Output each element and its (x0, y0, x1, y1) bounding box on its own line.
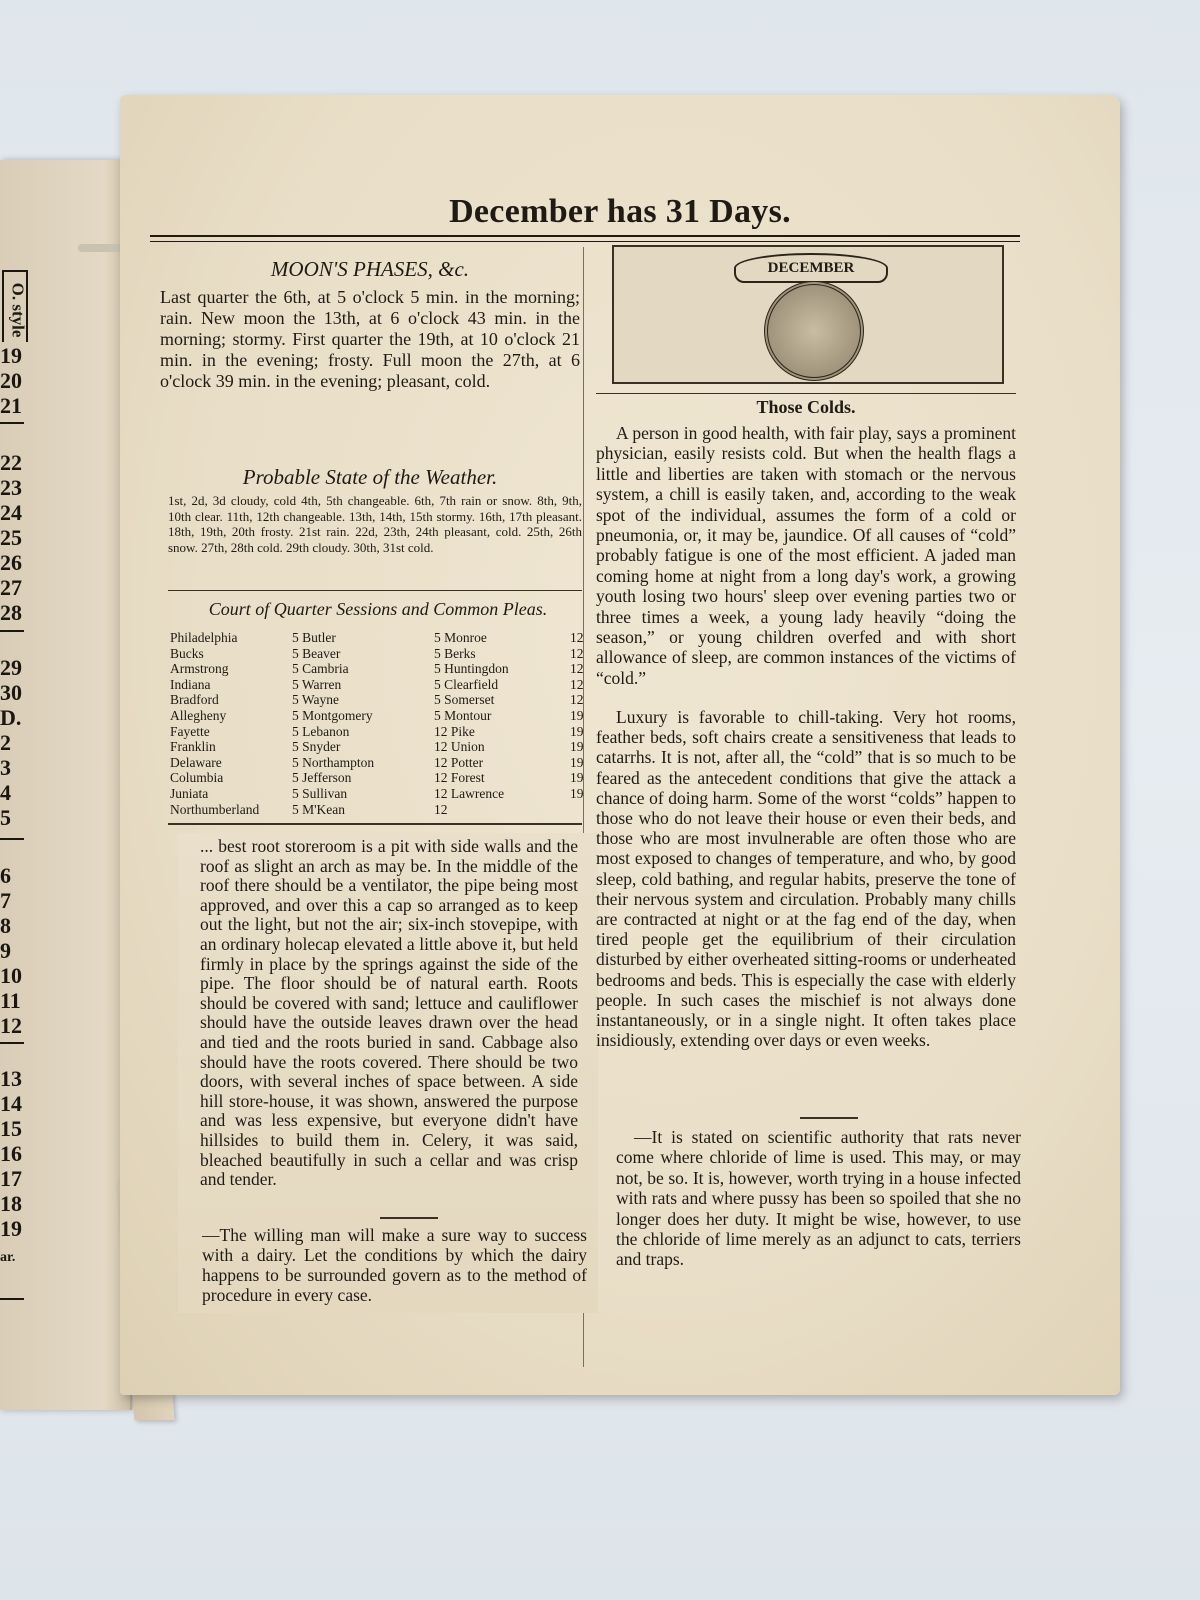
page-title: December has 31 Days. (449, 193, 791, 230)
court-entry: Bucks (170, 645, 204, 661)
day-number: 22 (0, 450, 22, 475)
section-rule (168, 823, 582, 825)
court-entry: 5 Northampton (292, 754, 375, 770)
moon-phases-header: MOON'S PHASES, &c. (270, 257, 470, 281)
day-number: 18 (0, 1191, 22, 1216)
day-number: 28 (0, 600, 22, 625)
court-entry: 5 Warren (292, 676, 342, 692)
court-entry: Northumberland (170, 801, 260, 817)
court-entry: 5 M'Kean (292, 801, 346, 817)
court-entry: 12 (570, 630, 584, 645)
courts-header: Court of Quarter Sessions and Common Pleas. (208, 599, 548, 619)
court-entry: 19 (570, 754, 584, 770)
day-number: 20 (0, 368, 22, 393)
court-entry: 12 (570, 692, 584, 708)
colds-header: Those Colds. (756, 397, 856, 417)
court-entry: Indiana (170, 676, 211, 692)
court-entry: 5 Berks (434, 645, 476, 661)
day-number: 8 (0, 913, 11, 938)
court-entry: 12 Forest (434, 770, 485, 786)
article-separator (380, 1217, 438, 1219)
week-rule (0, 422, 24, 424)
week-rule (0, 1042, 24, 1044)
day-number: 16 (0, 1141, 22, 1166)
court-entry: 5 Lebanon (292, 723, 350, 739)
almanac-page (120, 95, 1120, 1395)
court-entry: 5 Huntingdon (434, 661, 509, 677)
left-page-footer: ar. (0, 1250, 16, 1265)
court-entry: 19 (570, 770, 584, 786)
week-rule (0, 1298, 24, 1300)
court-entry: Armstrong (170, 661, 229, 677)
court-entry: Fayette (170, 723, 210, 739)
day-number: 2 (0, 730, 11, 755)
courts-col-counties-1 (170, 630, 259, 817)
previous-page-edge (0, 160, 132, 1410)
court-entry: 5 Snyder (292, 739, 341, 755)
court-entry: 12 Pike (434, 723, 475, 739)
day-number: 17 (0, 1166, 22, 1191)
court-entry: Franklin (170, 739, 216, 755)
day-number: 15 (0, 1116, 22, 1141)
day-number: 30 (0, 680, 22, 705)
day-number: 29 (0, 655, 22, 680)
court-entry: 12 Lawrence (434, 785, 505, 801)
courts-col-counties-2 (292, 630, 374, 817)
day-number: 7 (0, 888, 11, 913)
courts-table (170, 630, 590, 825)
court-entry: Allegheny (170, 707, 227, 723)
court-entry: 5 Montgomery (292, 707, 373, 723)
day-number: 25 (0, 525, 22, 550)
week-rule (0, 630, 24, 632)
court-entry: 5 Montour (434, 707, 492, 723)
colds-paragraph-2: Luxury is favorable to chill-taking. Very hot rooms, feather beds, soft chairs create a sensitiveness that leads to catarrhs. It is not, after all, the “cold” that is so much to be feared as the antecedent conditions that give the attack a chance of doing harm. Some of the worst “colds” happen to those who do not leave their house or even their beds, and those who are most invulnerable are often those who are most exposed to changes of temperature, and who, by good sleep, cold bathing, and regular habits, preserve the tone of their nervous system and circulation. Probably many chills are contracted at night or at the fag end of the day, when tired people get the equilibrium of their circulation disturbed by either overheated sitting-rooms or underheated bedrooms and beds. This is especially the case with elderly people. In such cases the mischief is not always done instantaneously, or in a single night. It often takes place insidiously, extending over days or even weeks. (596, 707, 1016, 1051)
day-number: 19 (0, 343, 22, 368)
court-entry: Bradford (170, 692, 219, 708)
court-entry: 12 (570, 676, 584, 692)
day-number: 12 (0, 1013, 22, 1038)
court-entry: 5 Butler (292, 630, 336, 645)
court-entry: 12 Potter (434, 754, 484, 770)
storeroom-article: ... best root storeroom is a pit with side walls and the roof as slight an arch as may be. In the middle of the roof there should be a ventilator, the pipe being most approved, and over this a cap so arranged as to keep out the light, but not the air; six-inch stovepipe, with an ordinary holecap elevated a little above it, but held firmly in place by the springs against the side of the pipe. The floor should be of natural earth. Roots should be covered with sand; lettuce and cauliflower should have the outside leaves drawn over the head and tied and the roots buried in sand. Cabbage also should have the roots covered. There should be two doors, with several inches of space between. A side hill store-house, it was shown, answered the purpose and was less expensive, but everyone didn't have hillsides to build them in. Celery, it was said, bleached beautifully in such a cellar and was crisp and tender. (200, 836, 578, 1190)
title-rule (150, 235, 1020, 242)
court-entry: 5 Jefferson (292, 770, 352, 786)
court-entry: 19 (570, 723, 584, 739)
day-number: 21 (0, 393, 22, 418)
day-number: 19 (0, 1216, 22, 1241)
court-entry: 5 Beaver (292, 645, 341, 661)
day-number: 5 (0, 805, 11, 830)
engraving-medallion (764, 281, 864, 381)
day-number: 14 (0, 1091, 22, 1116)
moon-phases-text: Last quarter the 6th, at 5 o'clock 5 min. in the morning; rain. New moon the 13th, at 6 o'clock 43 min. in the morning; stormy. First quarter the 19th, at 10 o'clock 21 min. in the evening; frosty. Full moon the 27th, at 6 o'clock 39 min. in the evening; pleasant, cold. (160, 287, 580, 391)
section-rule (596, 393, 1016, 394)
court-entry: Philadelphia (170, 630, 238, 645)
courts-col-counties-3 (434, 630, 509, 817)
week-rule (0, 838, 24, 840)
day-number: 9 (0, 938, 11, 963)
colds-paragraph-1: A person in good health, with fair play, says a prominent physician, easily resists cold. But when the health flags a little and liberties are taken with stomach or the nervous system, a chill is easily taken, and, according to the weak spot of the individual, assumes the form of a cold or pneumonia, or, it may be, jaundice. Of all causes of “cold” probably fatigue is one of the most efficient. A jaded man coming home at night from a long day's work, a growing youth losing two hours' sleep over evening parties two or three times a week, a young lady heavily “doing the season,” or young children overfed and with short allowance of sleep, are common instances of the victims of “cold.” (596, 423, 1016, 688)
court-entry: 19 (570, 739, 584, 755)
court-entry: 5 Monroe (434, 630, 487, 645)
court-entry: 5 Wayne (292, 692, 340, 708)
day-number: 27 (0, 575, 22, 600)
court-entry: 5 Clearfield (434, 676, 499, 692)
courts-col-dates (570, 630, 584, 802)
court-entry: 12 (570, 661, 584, 677)
section-rule (168, 590, 582, 591)
rats-article: —It is stated on scientific authority that rats never come where chloride of lime is used. This may, or may not, be so. It is, however, worth trying in a house infected with rats and where pussy has been so spoiled that she no longer does her duty. It might be wise, however, to use the chloride of lime merely as an adjunct to cats, terriers and traps. (616, 1127, 1021, 1270)
court-entry: 12 Union (434, 739, 485, 755)
day-number: 4 (0, 780, 11, 805)
article-separator (800, 1117, 858, 1119)
court-entry: Delaware (170, 754, 222, 770)
day-number: 6 (0, 863, 11, 888)
weather-text: 1st, 2d, 3d cloudy, cold 4th, 5th changeable. 6th, 7th rain or snow. 8th, 9th, 10th clear. 11th, 12th changeable. 13th, 14th, 15th stormy. 16th, 17th pleasant. 18th, 19th, 20th frosty. 21st rain. 22d, 23th, 24th pleasant, cold. 25th, 26th snow. 27th, 28th cold. 29th cloudy. 30th, 31st cold. (168, 493, 582, 555)
day-number: 11 (0, 988, 21, 1013)
court-entry: Juniata (170, 785, 209, 801)
day-number: 23 (0, 475, 22, 500)
court-entry: 5 Cambria (292, 661, 349, 677)
old-style-header: O. style (2, 270, 28, 342)
court-entry: 19 (570, 707, 584, 723)
court-entry: 5 Sullivan (292, 785, 348, 801)
weather-header: Probable State of the Weather. (242, 465, 498, 489)
court-entry: 12 (570, 645, 584, 661)
engraving-banner: DECEMBER (734, 253, 888, 283)
day-number: 26 (0, 550, 22, 575)
court-entry: 19 (570, 785, 584, 801)
court-entry: 5 Somerset (434, 692, 495, 708)
willing-man-article: —The willing man will make a sure way to success with a dairy. Let the conditions by which the dairy happens to be surrounded govern as to the method of procedure in every case. (202, 1225, 587, 1305)
day-number: 10 (0, 963, 22, 988)
day-number: 24 (0, 500, 22, 525)
day-number: 3 (0, 755, 11, 780)
day-number: D. (0, 705, 22, 730)
day-number: 13 (0, 1066, 22, 1091)
court-entry: 12 (434, 801, 448, 817)
december-engraving (612, 245, 1004, 384)
court-entry: Columbia (170, 770, 224, 786)
